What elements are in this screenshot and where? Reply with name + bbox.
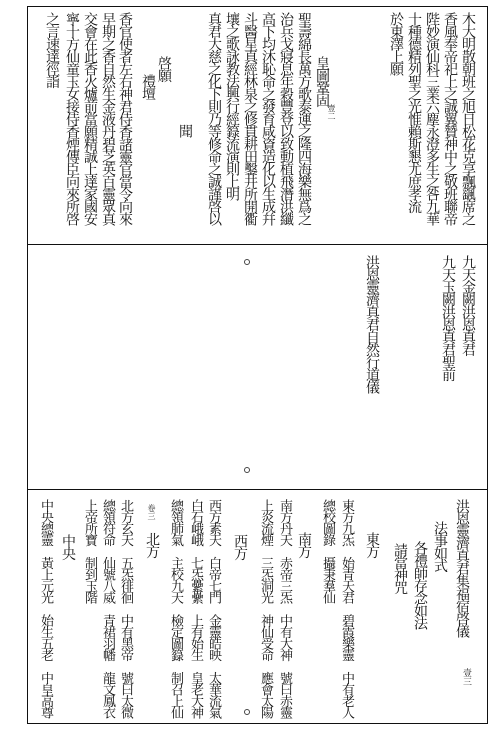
ritual-title: 洪恩靈濟真君自然行道儀 xyxy=(364,255,380,393)
circle-mark xyxy=(244,467,250,473)
section-heading: 禮壇 xyxy=(140,74,156,99)
hymn-column: 東方九炁 始青天君 碧霞樂靈 中有老人 xyxy=(339,499,354,718)
circle-mark xyxy=(244,259,250,265)
text-column: 之言速達徑詣 xyxy=(44,12,60,87)
text-column: 聞 xyxy=(177,124,193,137)
text-column: 寧十方仙童玉女接侍香煙傳臣向來所啓 xyxy=(64,12,80,225)
text-column: 香風奉帝祀上之誠翼贊神中之敬班聯帝 xyxy=(442,12,458,225)
hymn-column: 總領符命 仙號八威 青裙羽幡 龍文鳳衣 xyxy=(100,499,115,718)
text-column: 聖壽綿長萬方歌泰運之隆四海樂無爲之 xyxy=(296,12,312,225)
deity-title: 九天玉闕洪恩真君聖前 xyxy=(440,255,456,380)
hymn-column: 北方玄天 五炁徘徊 中有黑帝 號曰太微 xyxy=(118,499,133,718)
text-column: 請當神咒 xyxy=(392,543,408,593)
section-heading: 皇圖鞏固 xyxy=(314,56,330,106)
volume-mark: 壹二 xyxy=(327,104,336,120)
hymn-column: 總領肺氣 主校九天 檢定圖籙 制召上仙 xyxy=(168,499,183,718)
page-number: 壹三 xyxy=(461,668,471,686)
text-column: 十種德精列聖之光惟賴斯懇尤庶孝流 xyxy=(406,12,422,212)
text-column: 斗醫星真經林泉之修貫耕田鑿井所開衢 xyxy=(242,12,258,225)
text-column: 真君大慈之化下則乃等修命之誠謹啓以 xyxy=(206,12,222,225)
hymn-column: 上帝所寶 制到玉階 xyxy=(82,499,97,603)
hymn-column: 白石峨峨 七炁纍纍 上有始生 皇老大神 xyxy=(188,499,203,718)
hymn-column: 西方素天 白帝七門 金靈皓映 太華流氣 xyxy=(206,499,221,718)
direction-heading: 西方 xyxy=(232,534,248,559)
text-column: 於東澤上願 xyxy=(388,12,404,75)
text-column: 高下均沐恥命之發育咸資造化以生成幷 xyxy=(260,12,276,225)
direction-heading: 南方 xyxy=(296,532,312,557)
text-column: 治兵戈寢息年穀豐登以致動植飛潛洪纖 xyxy=(278,12,294,225)
text-column: 各禮師存念如法 xyxy=(412,541,428,629)
circle-mark xyxy=(244,709,250,715)
hymn-column: 南方丹天 赤帝三炁 中有大神 號曰赤靈 xyxy=(277,499,292,718)
direction-heading: 東方 xyxy=(364,532,380,557)
hymn-column: 中央總靈 黃上元光 始生五老 中皇高尊 xyxy=(38,499,53,718)
hymn-column: 上炎流煙 三炁洞光 神仙受命 應會太陽 xyxy=(258,499,273,718)
text-column: 陛妙演仙科三業六塵永澄多生之咎九華 xyxy=(424,12,440,225)
text-column: 交會在此香火爐前當願精誠上達家國安 xyxy=(82,12,98,225)
text-column: 法事如式 xyxy=(432,521,448,571)
hymn-column: 總校圖錄 攝秉羣仙 xyxy=(320,499,335,603)
direction-heading: 中央 xyxy=(60,534,76,559)
ritual-title: 洪恩靈濟真君集福宿啓儀 xyxy=(454,499,470,637)
volume-mark: 卷三 xyxy=(147,504,156,520)
text-column: 木大明散朝班之旭日松花克享飄颻席之 xyxy=(460,12,476,225)
text-column: 早期之香自然生金液丹碧芝英百靈眾真 xyxy=(100,12,116,225)
direction-heading: 北方 xyxy=(144,532,160,557)
text-column: 香官使者左右神君侍香諸靈官當令向來 xyxy=(117,12,133,225)
section-heading: 啓願 xyxy=(156,56,172,81)
deity-title: 九天金闕洪恩真君 xyxy=(460,255,476,355)
text-column: 壤之歌詠教法興行經籙流演則上明 xyxy=(224,12,240,200)
